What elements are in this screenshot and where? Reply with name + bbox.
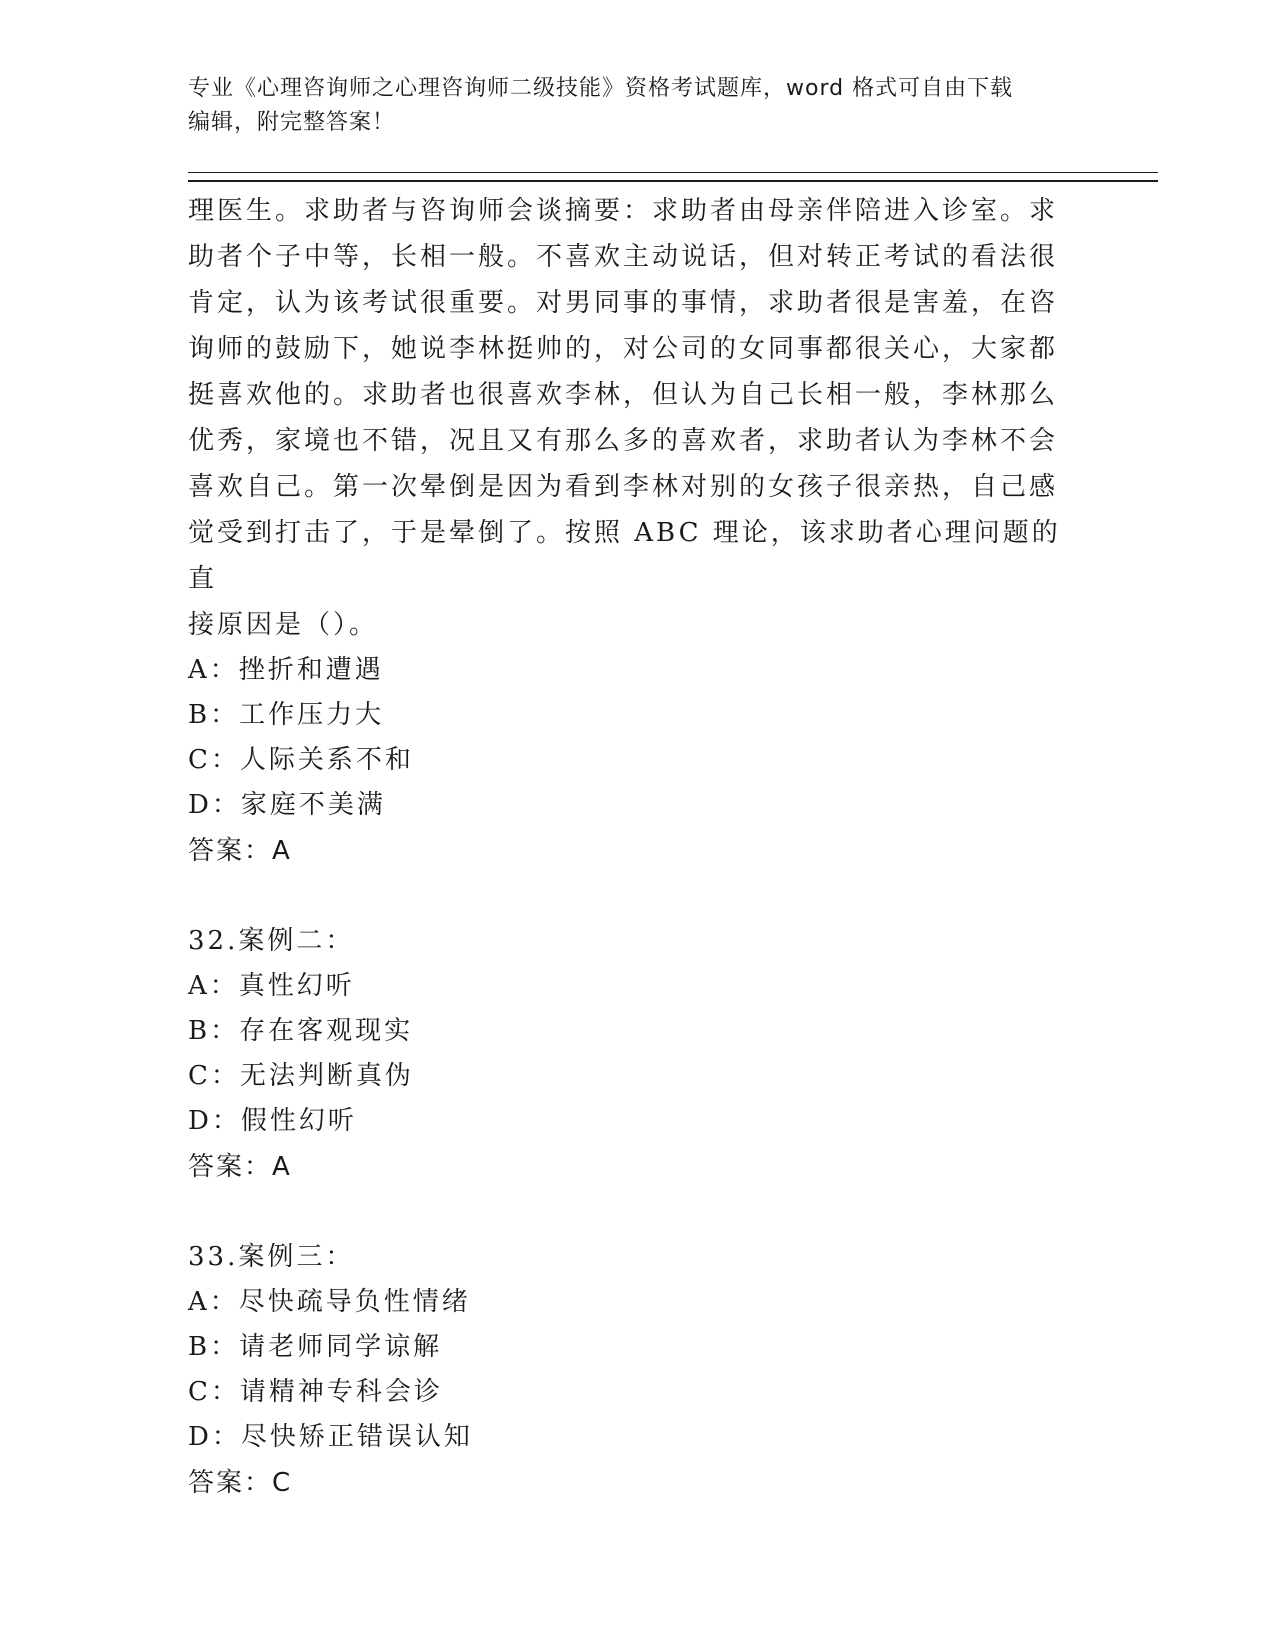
option-a: A：尽快疏导负性情绪 bbox=[188, 1287, 471, 1317]
header-line-2: 编辑，附完整答案！ bbox=[188, 110, 396, 135]
answer-line: 答案：C bbox=[188, 1468, 293, 1498]
question-33 bbox=[188, 1234, 1068, 1506]
document-body bbox=[188, 188, 1068, 1506]
question-title: 32.案例二： bbox=[188, 926, 355, 956]
passage-line: 接原因是（）。 bbox=[188, 610, 379, 640]
option-d: D：尽快矫正错误认知 bbox=[188, 1422, 473, 1452]
header-line-1: 专业《心理咨询师之心理咨询师二级技能》资格考试题库，word 格式可自由下载 bbox=[188, 76, 1014, 101]
option-a: A：挫折和遭遇 bbox=[188, 655, 384, 685]
option-a: A：真性幻听 bbox=[188, 971, 355, 1001]
passage-line: 助者个子中等，长相一般。不喜欢主动说话，但对转正考试的看法很 bbox=[188, 242, 1059, 272]
option-c: C：人际关系不和 bbox=[188, 745, 414, 775]
question-32 bbox=[188, 918, 1068, 1190]
answer-line: 答案：A bbox=[188, 836, 292, 866]
header-rule-thin bbox=[188, 172, 1158, 173]
question-title: 33.案例三： bbox=[188, 1242, 355, 1272]
answer-line: 答案：A bbox=[188, 1152, 292, 1182]
option-c: C：无法判断真伪 bbox=[188, 1061, 414, 1091]
passage-line: 挺喜欢他的。求助者也很喜欢李林，但认为自己长相一般，李林那么 bbox=[188, 380, 1059, 410]
option-d: D：家庭不美满 bbox=[188, 790, 386, 820]
spacer bbox=[188, 1190, 1068, 1234]
header-rule-thick bbox=[188, 180, 1158, 182]
spacer bbox=[188, 874, 1068, 918]
passage-line: 优秀，家境也不错，况且又有那么多的喜欢者，求助者认为李林不会 bbox=[188, 426, 1059, 456]
passage-line: 觉受到打击了，于是晕倒了。按照 ABC 理论，该求助者心理问题的直 bbox=[188, 518, 1061, 594]
passage-line: 询师的鼓励下，她说李林挺帅的，对公司的女同事都很关心，大家都 bbox=[188, 334, 1059, 364]
option-b: B：存在客观现实 bbox=[188, 1016, 414, 1046]
option-b: B：请老师同学谅解 bbox=[188, 1332, 443, 1362]
passage-line: 喜欢自己。第一次晕倒是因为看到李林对别的女孩子很亲热，自己感 bbox=[188, 472, 1059, 502]
option-c: C：请精神专科会诊 bbox=[188, 1377, 443, 1407]
passage-line: 理医生。求助者与咨询师会谈摘要：求助者由母亲伴陪进入诊室。求 bbox=[188, 196, 1059, 226]
question-31 bbox=[188, 188, 1068, 874]
option-d: D：假性幻听 bbox=[188, 1106, 357, 1136]
option-b: B：工作压力大 bbox=[188, 700, 385, 730]
page-header bbox=[188, 72, 1088, 140]
passage-line: 肯定，认为该考试很重要。对男同事的事情，求助者很是害羞，在咨 bbox=[188, 288, 1059, 318]
